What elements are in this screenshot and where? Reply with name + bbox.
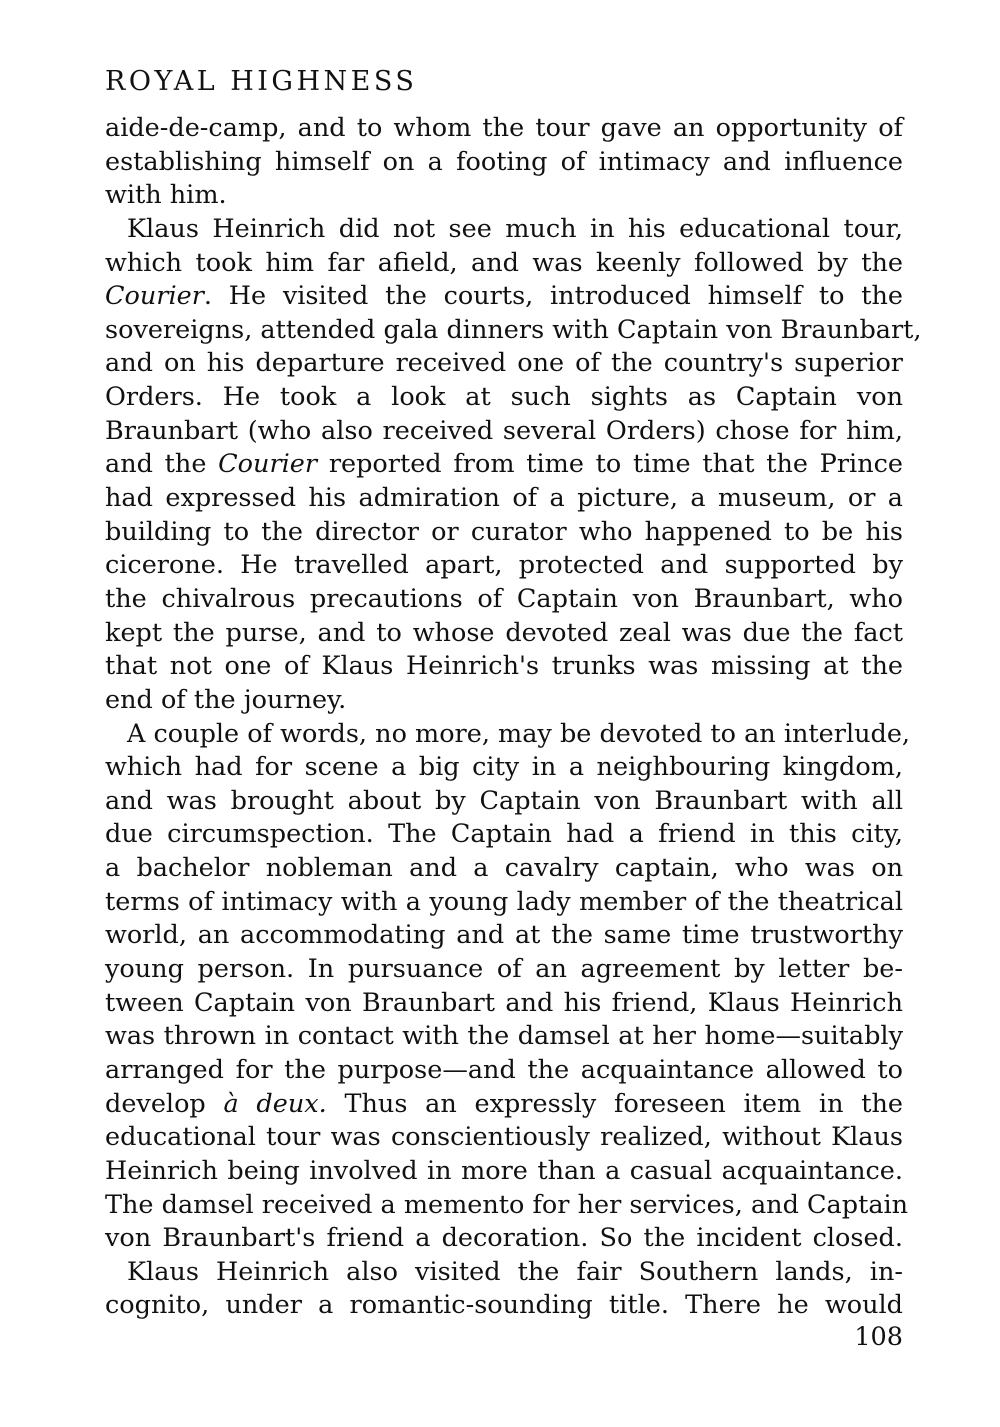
text-segment: terms of intimacy with a young lady member of the theatrical <box>105 886 903 917</box>
text-segment: arranged for the purpose—and the acquaintance allowed to <box>105 1054 903 1085</box>
text-line <box>105 1054 903 1088</box>
text-line <box>105 1020 903 1054</box>
text-line <box>105 919 903 953</box>
text-segment: was thrown in contact with the damsel at her home—suitably <box>105 1021 903 1052</box>
italic-text: à deux. <box>223 1088 327 1119</box>
page-body-text <box>105 112 922 1323</box>
text-line <box>105 1155 903 1189</box>
text-segment: a bachelor nobleman and a cavalry captain, who was on <box>105 853 903 884</box>
text-line <box>105 448 903 482</box>
text-segment: Orders. He took a look at such sights as Captain von <box>105 382 903 413</box>
text-segment: that not one of Klaus Heinrich's trunks was missing at the <box>105 651 903 682</box>
text-segment: the chivalrous precautions of Captain von Braunbart, who <box>105 583 903 614</box>
text-segment: due circumspection. The Captain had a friend in this city, <box>105 819 903 850</box>
text-line <box>105 1256 903 1290</box>
text-segment: kept the purse, and to whose devoted zeal was due the fact <box>105 617 903 648</box>
text-line <box>105 953 903 987</box>
text-line <box>105 718 911 752</box>
text-line <box>105 751 903 785</box>
text-line <box>105 684 903 718</box>
running-header: ROYAL HIGHNESS <box>105 66 418 97</box>
text-segment: building to the director or curator who happened to be his <box>105 516 903 547</box>
text-line <box>105 347 903 381</box>
text-line <box>105 112 903 146</box>
text-line <box>105 516 903 550</box>
page-number: 108 <box>854 1322 903 1352</box>
text-segment: . He visited the courts, introduced himself to the <box>203 281 903 312</box>
text-line <box>105 987 903 1021</box>
text-segment: which took him far afield, and was keenly followed by the <box>105 247 903 278</box>
text-line <box>105 818 903 852</box>
text-line <box>105 1289 903 1323</box>
text-line <box>105 785 903 819</box>
text-line <box>105 1222 903 1256</box>
italic-text: Courier <box>105 281 204 312</box>
text-segment: and the <box>105 449 219 480</box>
text-segment: and on his departure received one of the country's superior <box>105 348 903 379</box>
text-line <box>105 549 903 583</box>
text-line <box>105 583 903 617</box>
text-line <box>105 650 903 684</box>
text-line <box>105 886 903 920</box>
text-segment: Braunbart (who also received several Orders) chose for him, <box>105 415 903 446</box>
text-segment: educational tour was conscientiously realized, without Klaus <box>105 1122 903 1153</box>
text-line <box>105 179 903 213</box>
text-segment: had expressed his admiration of a picture, a museum, or a <box>105 483 903 514</box>
text-segment: reported from time to time that the Prince <box>317 449 903 480</box>
text-line <box>105 247 903 281</box>
text-segment: end of the journey. <box>105 684 347 715</box>
text-segment: sovereigns, attended gala dinners with Captain von Braunbart, <box>105 314 922 345</box>
text-segment: Klaus Heinrich also visited the fair Southern lands, in- <box>127 1256 903 1287</box>
text-segment: Thus an expressly foreseen item in the <box>326 1088 903 1119</box>
text-segment: Klaus Heinrich did not see much in his educational tour, <box>127 213 903 244</box>
text-segment: develop <box>105 1088 224 1119</box>
text-line <box>105 617 903 651</box>
text-segment: young person. In pursuance of an agreement by letter be- <box>105 954 903 985</box>
text-segment: The damsel received a memento for her services, and Captain <box>105 1189 909 1220</box>
text-segment: cognito, under a romantic-sounding title. There he would <box>105 1290 903 1321</box>
text-segment: which had for scene a big city in a neighbouring kingdom, <box>105 752 903 783</box>
text-line <box>105 280 903 314</box>
text-segment: with him. <box>105 180 227 211</box>
text-segment: establishing himself on a footing of intimacy and influence <box>105 146 903 177</box>
text-segment: Heinrich being involved in more than a casual acquaintance. <box>105 1155 903 1186</box>
text-line <box>105 852 903 886</box>
text-segment: world, an accommodating and at the same time trustworthy <box>105 920 903 951</box>
text-segment: von Braunbart's friend a decoration. So the incident closed. <box>105 1223 903 1254</box>
text-line <box>105 381 903 415</box>
text-line <box>105 1121 903 1155</box>
text-line <box>105 314 922 348</box>
text-line <box>105 415 903 449</box>
text-segment: tween Captain von Braunbart and his friend, Klaus Heinrich <box>105 987 903 1018</box>
text-line <box>105 482 903 516</box>
text-line <box>105 1189 909 1223</box>
text-segment: aide-de-camp, and to whom the tour gave an opportunity of <box>105 113 903 143</box>
text-segment: and was brought about by Captain von Braunbart with all <box>105 785 903 816</box>
text-line <box>105 1088 903 1122</box>
text-line <box>105 213 903 247</box>
italic-text: Courier <box>218 449 318 480</box>
text-segment: cicerone. He travelled apart, protected and supported by <box>105 550 903 581</box>
text-line <box>105 146 903 180</box>
text-segment: A couple of words, no more, may be devoted to an interlude, <box>127 718 911 749</box>
